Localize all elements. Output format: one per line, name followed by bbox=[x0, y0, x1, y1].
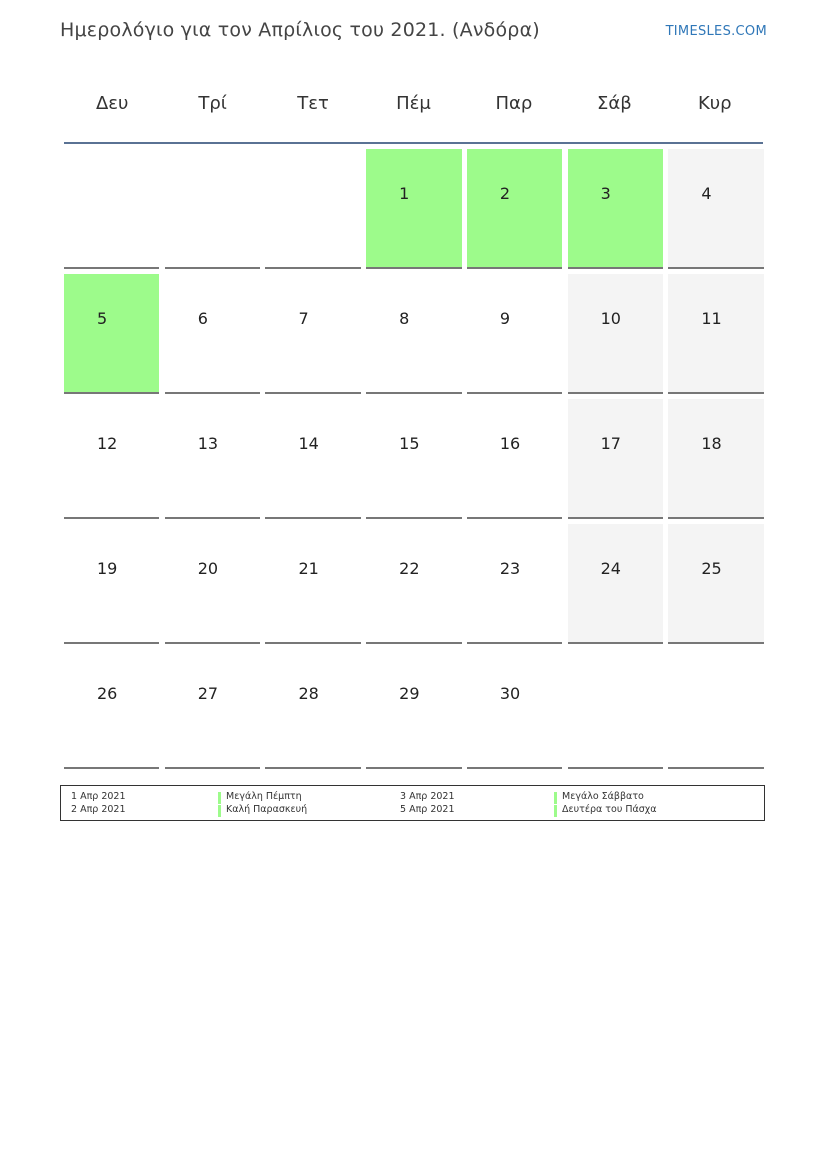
weekday-label: Δευ bbox=[95, 93, 129, 114]
day-cell bbox=[668, 149, 763, 269]
day-cell bbox=[64, 524, 159, 644]
weekday-header bbox=[62, 78, 765, 130]
holiday-color-marker bbox=[554, 792, 557, 804]
holiday-legend bbox=[60, 785, 765, 821]
day-cell bbox=[265, 524, 360, 644]
day-cell bbox=[467, 649, 562, 769]
day-cell bbox=[64, 149, 159, 269]
brand-link[interactable]: TIMESLES.COM bbox=[665, 24, 767, 39]
calendar-grid bbox=[64, 149, 764, 769]
day-number: 13 bbox=[197, 434, 219, 453]
day-number: 7 bbox=[298, 309, 309, 328]
day-cell bbox=[165, 649, 260, 769]
weekday-label: Παρ bbox=[495, 93, 533, 114]
day-cell bbox=[265, 399, 360, 519]
day-cell bbox=[467, 274, 562, 394]
day-number: 20 bbox=[197, 559, 219, 578]
day-cell bbox=[265, 149, 360, 269]
day-number: 27 bbox=[197, 684, 219, 703]
day-cell bbox=[568, 149, 663, 269]
holiday-color-marker bbox=[554, 805, 557, 817]
day-number: 14 bbox=[298, 434, 319, 453]
day-cell bbox=[165, 524, 260, 644]
day-cell bbox=[366, 649, 461, 769]
day-cell bbox=[568, 649, 663, 769]
day-number: 10 bbox=[600, 309, 621, 328]
day-cell bbox=[366, 524, 461, 644]
holiday-color-marker bbox=[218, 792, 221, 804]
day-cell bbox=[668, 274, 763, 394]
day-number: 8 bbox=[399, 309, 410, 328]
holiday-date: 5 Απρ 2021 bbox=[400, 804, 455, 815]
day-number: 22 bbox=[399, 559, 420, 578]
day-cell bbox=[265, 274, 360, 394]
day-number: 1 bbox=[399, 184, 410, 203]
day-number: 4 bbox=[701, 184, 712, 203]
day-cell bbox=[64, 274, 159, 394]
day-number: 16 bbox=[499, 434, 521, 453]
day-number: 26 bbox=[97, 684, 118, 703]
day-number: 30 bbox=[499, 684, 521, 703]
day-number: 28 bbox=[298, 684, 319, 703]
day-cell bbox=[467, 149, 562, 269]
day-cell bbox=[165, 149, 260, 269]
day-cell bbox=[668, 524, 763, 644]
day-cell bbox=[366, 149, 461, 269]
day-number: 24 bbox=[600, 559, 621, 578]
day-number: 29 bbox=[399, 684, 420, 703]
day-cell bbox=[568, 274, 663, 394]
day-cell bbox=[568, 524, 663, 644]
day-number: 18 bbox=[701, 434, 722, 453]
weekday-label: Κυρ bbox=[697, 93, 732, 114]
day-cell bbox=[467, 399, 562, 519]
day-number: 6 bbox=[197, 309, 208, 328]
day-cell bbox=[165, 274, 260, 394]
page-title: Ημερολόγιο για τον Απρίλιος του 2021. (Ανδόρα) bbox=[60, 19, 540, 41]
day-number: 3 bbox=[600, 184, 611, 203]
day-number: 23 bbox=[499, 559, 521, 578]
day-cell bbox=[64, 399, 159, 519]
day-number: 2 bbox=[499, 184, 511, 203]
day-cell bbox=[467, 524, 562, 644]
holiday-date: 1 Απρ 2021 bbox=[71, 791, 126, 802]
weekday-label: Τετ bbox=[297, 93, 329, 114]
holiday-name: Καλή Παρασκευή bbox=[226, 804, 308, 815]
day-number: 19 bbox=[97, 559, 118, 578]
holiday-date: 2 Απρ 2021 bbox=[71, 804, 126, 815]
day-number: 11 bbox=[701, 309, 722, 328]
day-cell bbox=[668, 399, 763, 519]
weekday-label: Τρί bbox=[198, 93, 227, 114]
day-cell bbox=[265, 649, 360, 769]
holiday-name: Δευτέρα του Πάσχα bbox=[562, 804, 657, 815]
day-cell bbox=[568, 399, 663, 519]
day-cell bbox=[366, 274, 461, 394]
day-number: 5 bbox=[97, 309, 108, 328]
day-cell bbox=[668, 649, 763, 769]
holiday-color-marker bbox=[218, 805, 221, 817]
holiday-name: Μεγάλη Πέμπτη bbox=[226, 791, 302, 802]
day-number: 21 bbox=[298, 559, 319, 578]
day-number: 17 bbox=[600, 434, 621, 453]
holiday-date: 3 Απρ 2021 bbox=[400, 791, 455, 802]
day-cell bbox=[165, 399, 260, 519]
weekday-label: Πέμ bbox=[396, 93, 431, 114]
weekday-label: Σάβ bbox=[596, 93, 632, 114]
day-number: 25 bbox=[701, 559, 722, 578]
header-divider bbox=[64, 142, 763, 144]
day-number: 9 bbox=[499, 309, 511, 328]
day-number: 12 bbox=[97, 434, 118, 453]
day-cell bbox=[366, 399, 461, 519]
holiday-name: Μεγάλο Σάββατο bbox=[562, 791, 644, 802]
day-cell bbox=[64, 649, 159, 769]
day-number: 15 bbox=[399, 434, 420, 453]
